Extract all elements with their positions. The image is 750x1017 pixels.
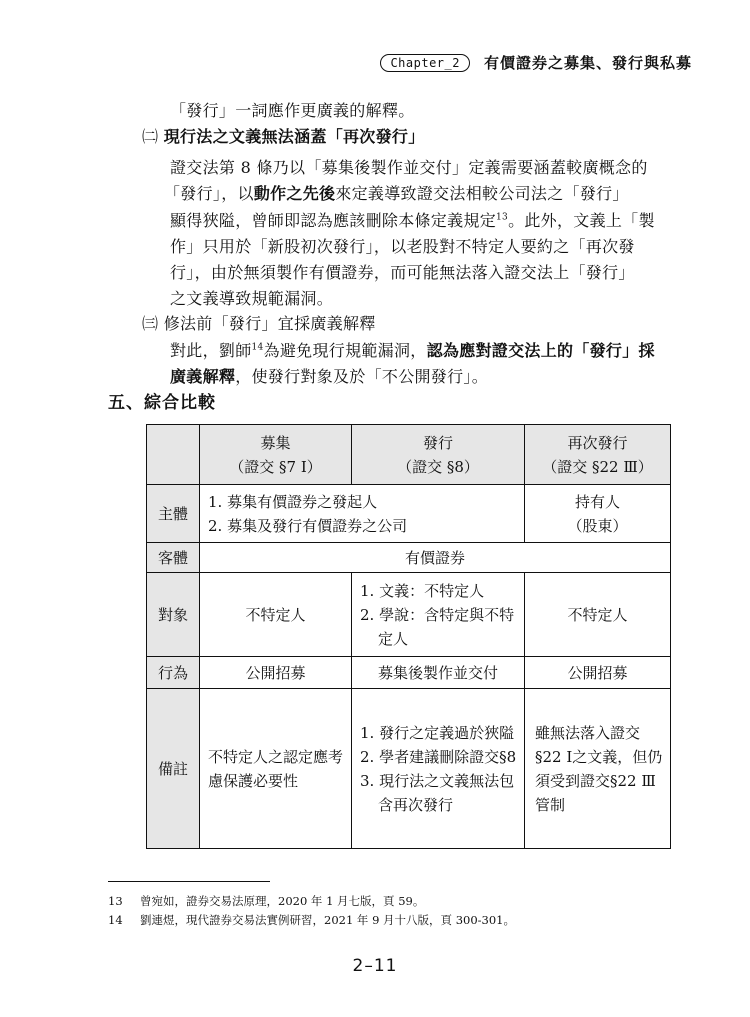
footnote-number: 14 — [108, 913, 123, 927]
target-issue-cell — [352, 573, 525, 657]
column-ref: （證交 §22 Ⅲ） — [542, 457, 653, 476]
note-reissue-cell: 雖無法落入證交§22 Ⅰ之文義，但仍須受到證交§22 Ⅲ管制 — [525, 689, 671, 849]
subheading-marker: ㈢ — [142, 314, 159, 333]
corner-cell — [147, 425, 200, 485]
bold-run: 廣義解釋 — [170, 367, 236, 386]
list-item: 1. 募集有價證券之發起人 — [208, 492, 378, 511]
text-run: 。此外，文義上「製 — [508, 211, 655, 230]
paragraph-line: 作」只用於「新股初次發行」，以老股對不特定人要約之「再次發 — [170, 237, 635, 256]
paragraph-line — [170, 364, 488, 390]
target-raise-cell: 不特定人 — [200, 573, 352, 657]
table-row — [147, 573, 671, 657]
subject-merged-cell — [200, 485, 525, 543]
text-run: 顯得狹隘，曾師即認為應該刪除本條定義規定 — [170, 211, 497, 230]
subheading-3 — [142, 311, 376, 337]
paragraph-line: 證交法第 8 條乃以「募集後製作並交付」定義需要涵蓋較廣概念的 — [170, 158, 648, 177]
row-header: 主體 — [147, 485, 200, 543]
act-raise-cell: 公開招募 — [200, 657, 352, 689]
row-header: 備註 — [147, 689, 200, 849]
bold-run: 認為應對證交法上的「發行」採 — [426, 341, 655, 360]
column-header-reissue — [525, 425, 671, 485]
footnote-text: 曾宛如，證券交易法原理，2020 年 1 月七版，頁 59。 — [140, 894, 425, 908]
column-name: 再次發行 — [567, 433, 628, 452]
column-ref: （證交 §7 Ⅰ） — [229, 457, 322, 476]
object-cell: 有價證券 — [200, 543, 671, 573]
subheading-text: 修法前「發行」宜採廣義解釋 — [163, 314, 376, 333]
subject-reissue-cell — [525, 485, 671, 543]
paragraph-line: 行」，由於無須製作有價證券，而可能無法落入證交法上「發行」 — [170, 263, 635, 282]
table-row — [147, 657, 671, 689]
list-item: 1. 發行之定義過於狹隘 — [360, 723, 515, 742]
column-name: 募集 — [260, 433, 291, 452]
paragraph-line — [170, 208, 655, 234]
paragraph-line: 「發行」一詞應作更廣義的解釋。 — [170, 101, 415, 120]
act-reissue-cell: 公開招募 — [525, 657, 671, 689]
paragraph-line — [164, 181, 629, 207]
text-run: 「發行」，以 — [164, 184, 254, 203]
footnote-ref[interactable]: 13 — [496, 212, 509, 223]
footnote — [108, 893, 424, 909]
act-issue-cell: 募集後製作並交付 — [352, 657, 525, 689]
table-row — [147, 689, 671, 849]
page-number: 2–11 — [352, 956, 398, 976]
list-item: 2. 學者建議刪除證交§8 — [360, 747, 517, 766]
list-item: 2. 學說：含特定與不特定人 — [360, 605, 515, 648]
running-header — [380, 52, 692, 73]
column-ref: （證交 §8） — [397, 457, 479, 476]
table-header-row — [147, 425, 671, 485]
section-heading: 五、綜合比較 — [108, 393, 216, 413]
text-run: 為避免現行規範漏洞， — [263, 341, 427, 360]
target-reissue-cell: 不特定人 — [525, 573, 671, 657]
note-raise-cell: 不特定人之認定應考慮保護必要性 — [200, 689, 352, 849]
subheading-text: 現行法之文義無法涵蓋「再次發行」 — [163, 127, 425, 146]
column-header-issue — [352, 425, 525, 485]
chapter-title: 有價證券之募集、發行與私募 — [483, 54, 692, 72]
text-run: 對此，劉師 — [170, 341, 252, 360]
cell-text: 持有人 — [574, 492, 620, 511]
paragraph-line: 之文義導致規範漏洞。 — [170, 289, 334, 308]
table-row — [147, 543, 671, 573]
table-row — [147, 485, 671, 543]
footnote-number: 13 — [108, 894, 123, 908]
column-name: 發行 — [422, 433, 453, 452]
bold-run: 動作之先後 — [253, 184, 336, 203]
row-header: 行為 — [147, 657, 200, 689]
text-run: 來定義導致證交法相較公司法之「發行」 — [335, 184, 629, 203]
list-item: 3. 現行法之文義無法包含再次發行 — [360, 771, 515, 814]
list-item: 1. 文義：不特定人 — [360, 581, 485, 600]
cell-text: （股東） — [567, 516, 628, 535]
footnote-text: 劉連煜，現代證券交易法實例研習，2021 年 9 月十八版，頁 300-301。 — [140, 913, 515, 927]
subheading-marker: ㈡ — [142, 127, 159, 146]
list-item: 2. 募集及發行有價證券之公司 — [208, 516, 408, 535]
comparison-table — [146, 424, 671, 849]
subheading-2 — [142, 124, 425, 150]
row-header: 對象 — [147, 573, 200, 657]
chapter-badge: Chapter_2 — [380, 54, 470, 72]
column-header-raise — [200, 425, 352, 485]
footnote-ref[interactable]: 14 — [251, 342, 264, 353]
note-issue-cell — [352, 689, 525, 849]
footnote-divider — [108, 881, 270, 882]
paragraph-line — [170, 338, 655, 364]
row-header: 客體 — [147, 543, 200, 573]
footnote — [108, 912, 515, 928]
text-run: ，使發行對象及於「不公開發行」。 — [235, 367, 489, 386]
